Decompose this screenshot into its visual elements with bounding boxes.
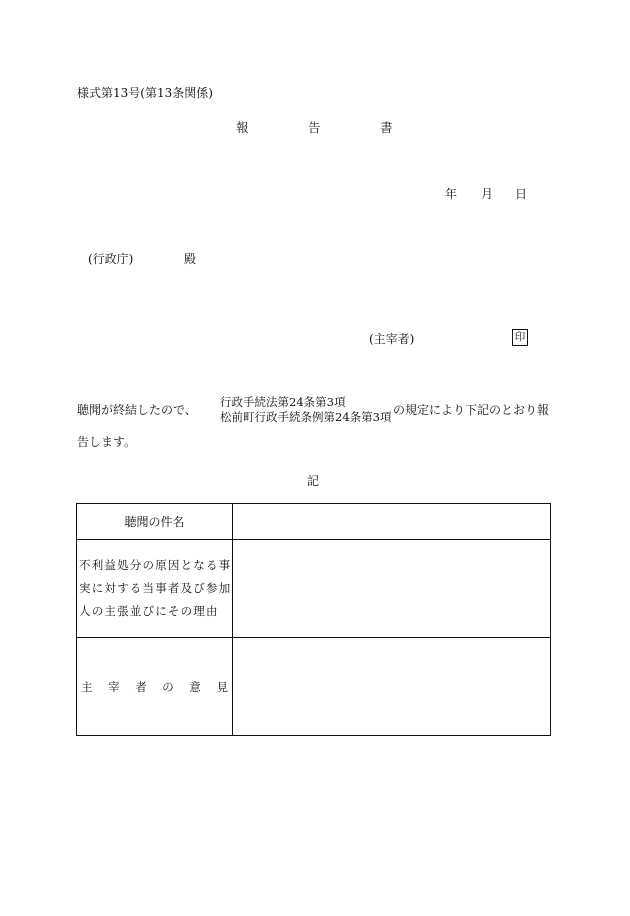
opinion-char-4: の bbox=[162, 679, 174, 694]
law-option-2: 松前町行政手続条例第24条第3項 bbox=[220, 410, 392, 424]
presider-opinion-field[interactable] bbox=[233, 638, 551, 736]
hearing-subject-label: 聴聞の件名 bbox=[77, 504, 233, 540]
recipient-agency: (行政庁) bbox=[88, 252, 134, 266]
form-number: 様式第13号(第13条関係) bbox=[77, 86, 213, 100]
presider-opinion-label bbox=[77, 638, 233, 736]
record-table bbox=[76, 503, 551, 736]
opinion-char-2: 宰 bbox=[108, 679, 120, 694]
claims-label bbox=[77, 540, 233, 638]
opinion-char-1: 主 bbox=[81, 679, 93, 694]
date-day: 日 bbox=[515, 187, 528, 201]
body-text-before: 聴聞が終結したので、 bbox=[77, 403, 197, 417]
claims-label-line-1: 不利益処分の原因となる事 bbox=[79, 558, 232, 572]
opinion-char-6: 見 bbox=[216, 679, 228, 694]
table-row bbox=[77, 540, 551, 638]
table-row bbox=[77, 504, 551, 540]
body-text-after: の規定により下記のとおり報 bbox=[393, 403, 550, 417]
record-heading: 記 bbox=[307, 474, 320, 488]
claims-label-line-3: 人の主張並びにその理由 bbox=[79, 604, 219, 618]
hearing-subject-field[interactable] bbox=[233, 504, 551, 540]
body-text-continuation: 告します。 bbox=[77, 435, 137, 449]
title-char-3: 書 bbox=[380, 120, 393, 135]
table-row bbox=[77, 638, 551, 736]
presider-label: (主宰者) bbox=[369, 332, 415, 346]
claims-field[interactable] bbox=[233, 540, 551, 638]
title-char-2: 告 bbox=[308, 120, 321, 135]
date-year: 年 bbox=[445, 187, 458, 201]
opinion-char-5: 意 bbox=[189, 679, 201, 694]
seal-mark: 印 bbox=[512, 329, 528, 346]
title-char-1: 報 bbox=[236, 120, 249, 135]
date-month: 月 bbox=[481, 187, 494, 201]
claims-label-line-2: 実に対する当事者及び参加 bbox=[79, 581, 232, 595]
opinion-char-3: 者 bbox=[135, 679, 147, 694]
recipient-honorific: 殿 bbox=[184, 252, 197, 266]
law-option-1: 行政手続法第24条第3項 bbox=[220, 395, 346, 409]
